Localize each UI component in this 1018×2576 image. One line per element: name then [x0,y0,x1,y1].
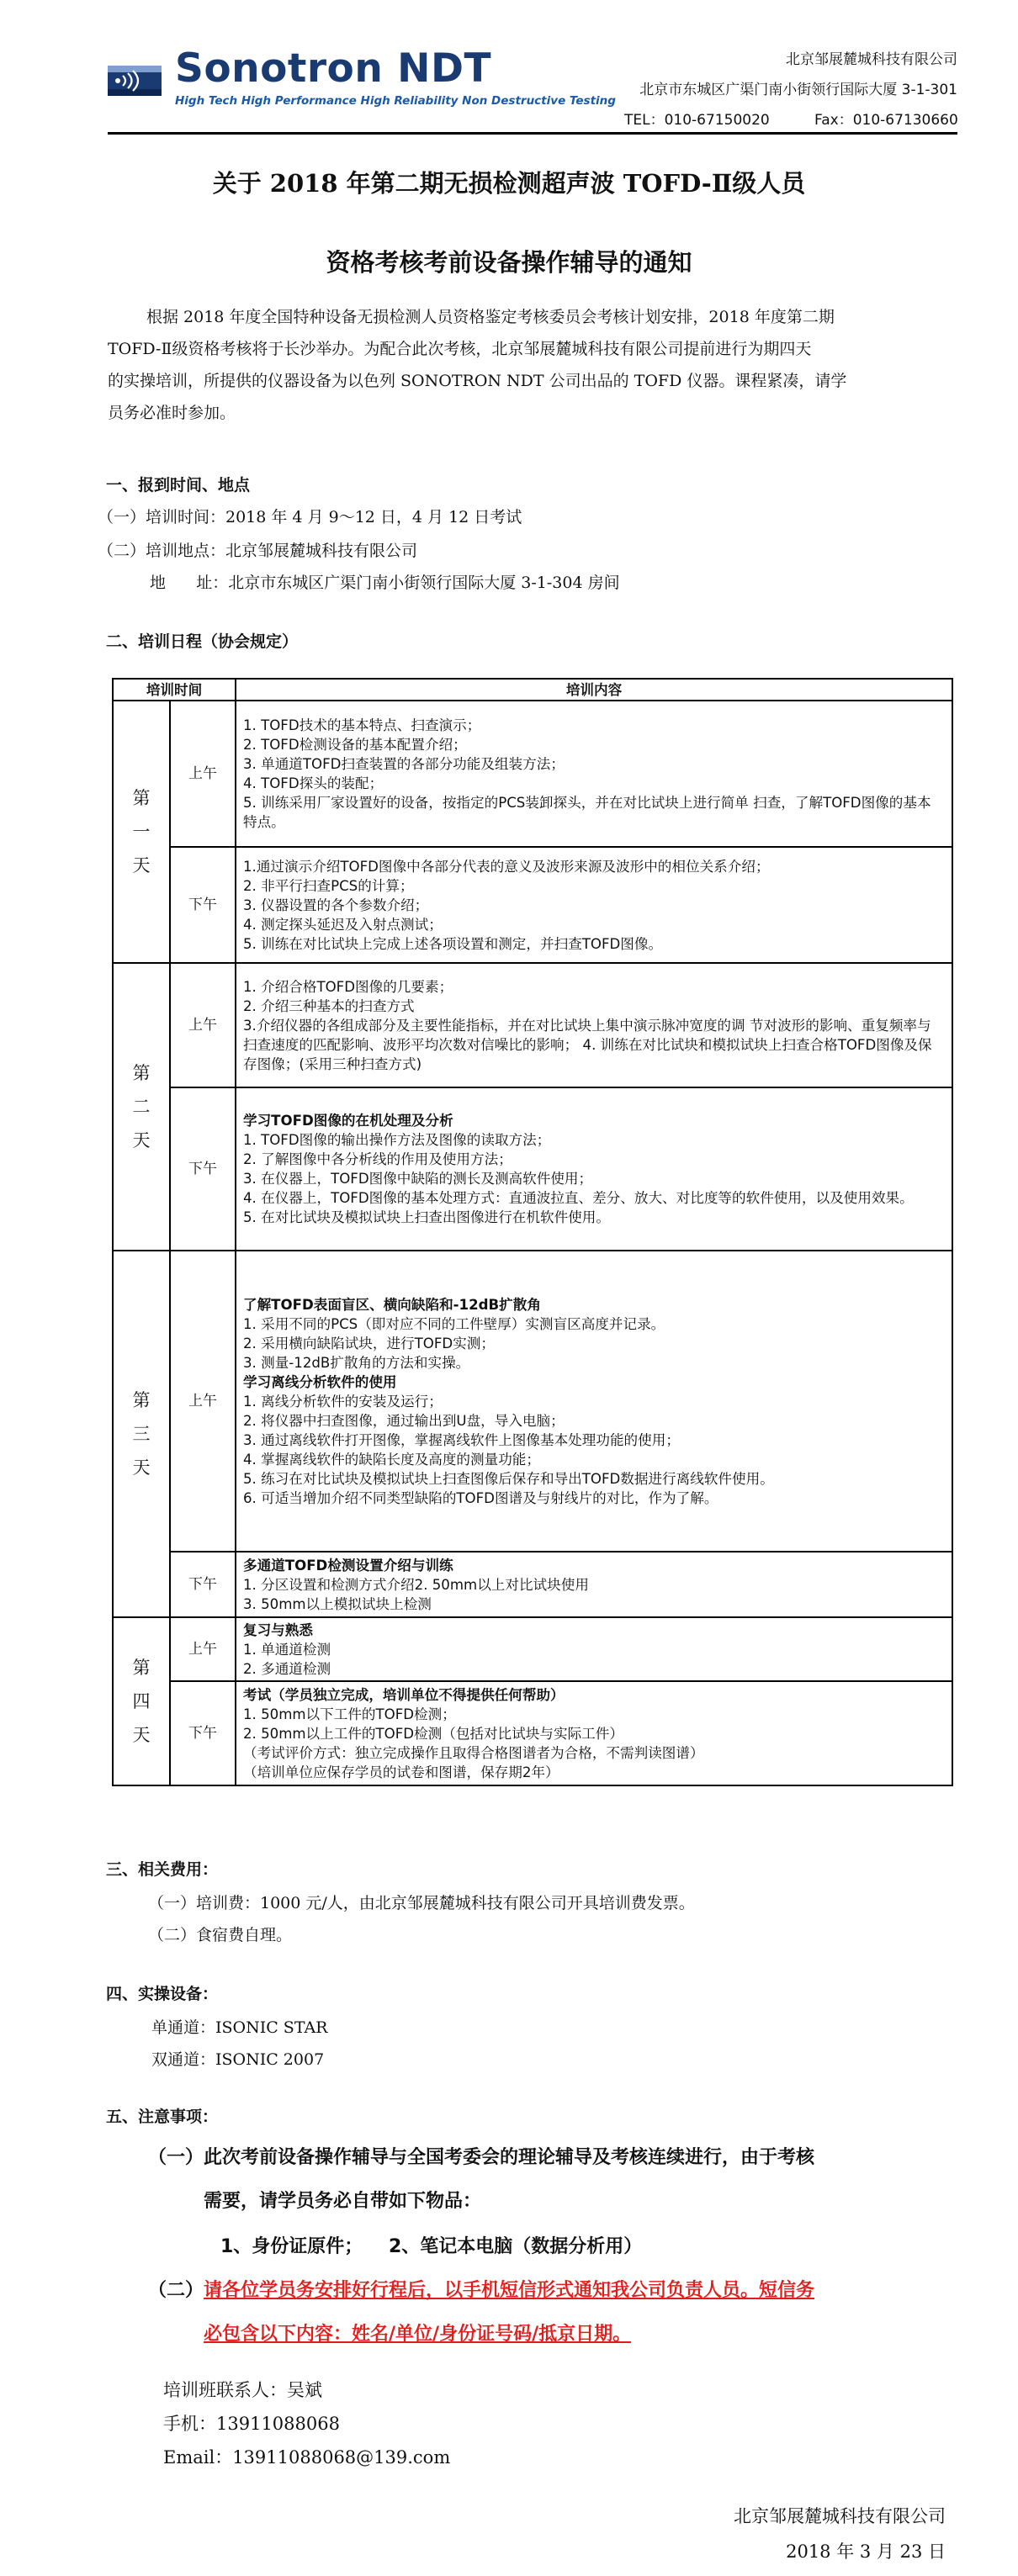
afternoon-label: 下午 [170,1552,236,1617]
header-fax: Fax：010-67130660 [814,112,958,129]
section-3-heading: 三、相关费用： [106,1860,219,1879]
dual-channel-device: 双通道：ISONIC 2007 [151,2050,325,2069]
table-row [113,1087,952,1251]
list-item: 4. 在仪器上，TOFD图像的基本处理方式：直通波拉直、差分、放大、对比度等的软件使用，以及使用效果。 [243,1190,914,1206]
content-subtitle: 复习与熟悉 [243,1621,313,1638]
list-item: 5. 在对比试块及模拟试块上扫查出图像进行在机软件使用。 [243,1209,610,1225]
day-2-cell: 第 二 天 [113,963,170,1251]
table-row [113,1617,952,1681]
list-item: 2. 采用横向缺陷试块，进行TOFD实测； [243,1335,495,1351]
table-row [113,963,952,1087]
day-4-morning-content [236,1617,952,1681]
notice-1-line2: 需要，请学员务必自带如下物品： [204,2191,482,2212]
list-item: 3. 单通道TOFD扫查装置的各部分功能及组装方法； [243,756,565,772]
afternoon-label: 下午 [170,1681,236,1785]
notice-title-line1: 关于 2018 年第二期无损检测超声波 TOFD-Ⅱ级人员 [212,169,806,198]
intro-paragraph [108,301,949,429]
notice-2-line1: 请各位学员务安排好行程后，以手机短信形式通知我公司负责人员。短信务 [204,2280,815,2301]
list-item: 1. 分区设置和检测方式介绍2. 50mm以上对比试块使用 [243,1576,589,1593]
intro-line: TOFD-Ⅱ级资格考核将于长沙举办。为配合此次考核，北京邹展麓城科技有限公司提前进行为期四天 [108,340,812,358]
table-row [113,1681,952,1785]
training-fee: （一）培训费：1000 元/人，由北京邹展麓城科技有限公司开具培训费发票。 [148,1894,695,1912]
day-4-cell: 第 四 天 [113,1617,170,1785]
content-subtitle: 考试（学员独立完成，培训单位不得提供任何帮助） [243,1686,565,1703]
notice-1-line1: （一）此次考前设备操作辅导与全国考委会的理论辅导及考核连续进行，由于考核 [148,2147,815,2168]
list-item: 3. 测量-12dB扩散角的方法和实操。 [243,1354,470,1371]
list-item: 1. TOFD图像的输出操作方法及图像的读取方法； [243,1132,551,1148]
morning-label: 上午 [170,963,236,1087]
table-row [113,1552,952,1617]
afternoon-label: 下午 [170,1087,236,1251]
day-3-morning-content [236,1251,952,1552]
list-item: 2. 多通道检测 [243,1660,331,1677]
list-item: 6. 可适当增加介绍不同类型缺陷的TOFD图谱及与射线片的对比，作为了解。 [243,1489,718,1506]
intro-line: 的实操培训，所提供的仪器设备为以色列 SONOTRON NDT 公司出品的 TOFD 仪器。课程紧凑，请学 [108,372,847,390]
content-subtitle: 多通道TOFD检测设置介绍与训练 [243,1557,453,1574]
list-item: 4. 掌握离线软件的缺陷长度及高度的测量功能； [243,1451,540,1468]
contact-person: 培训班联系人：吴斌 [163,2380,322,2400]
table-header-row [113,679,952,701]
list-item: 4. TOFD探头的装配； [243,775,384,791]
content-subtitle: 学习TOFD图像的在机处理及分析 [243,1113,453,1129]
day-1-cell: 第 一 天 [113,701,170,963]
intro-line: 根据 2018 年度全国特种设备无损检测人员资格鉴定考核委员会考核计划安排，2018 年度第二期 [146,308,835,326]
list-item: 3.介绍仪器的各组成部分及主要性能指标，并在对比试块上集中演示脉冲宽度的调 节对波形的影响、重复频率与扫查速度的匹配影响、波形平均次数对信噪比的影响； 4. 训练在对比试块和模拟试块上扫查合格TOFD图像及保存图像；(采用三种扫查方式) [243,1017,932,1072]
training-place: （二）培训地点：北京邹展麓城科技有限公司 [98,542,418,560]
training-schedule-table [112,678,953,1786]
list-item: 4. 测定探头延迟及入射点测试； [243,916,443,933]
intro-line: 员务必准时参加。 [108,404,236,422]
list-item: 1. 离线分析软件的安装及运行； [243,1393,443,1410]
day-4-afternoon-content [236,1681,952,1785]
board-fee: （二）食宿费自理。 [148,1926,293,1944]
header-training-time: 培训时间 [113,679,236,701]
contact-email: Email：13911088068@139.com [163,2447,451,2468]
list-item: 2. TOFD检测设备的基本配置介绍； [243,737,467,753]
day-3-afternoon-content [236,1552,952,1617]
section-5-heading: 五、注意事项： [106,2108,219,2126]
sonotron-logo-icon [108,50,168,104]
list-item: 3. 通过离线软件打开图像，掌握离线软件上图像基本处理功能的使用； [243,1431,680,1448]
list-item: 2. 50mm以上工件的TOFD检测（包括对比试块与实际工件） [243,1725,623,1742]
section-1-heading: 一、报到时间、地点 [106,476,251,495]
table-row [113,847,952,963]
list-item: 2. 将仪器中扫查图像，通过输出到U盘，导入电脑； [243,1412,565,1429]
section-2-heading: 二、培训日程（协会规定） [106,632,299,651]
morning-label: 上午 [170,1617,236,1681]
day-1-morning-content [236,701,952,847]
list-item: 3. 50mm以上模拟试块上检测 [243,1595,432,1612]
notice-title-line2: 资格考核考前设备操作辅导的通知 [326,248,692,277]
list-item: 2. 介绍三种基本的扫查方式 [243,997,415,1014]
content-subtitle: 了解TOFD表面盲区、横向缺陷和-12dB扩散角 [243,1296,541,1313]
header-company: 北京邹展麓城科技有限公司 [786,51,957,68]
morning-label: 上午 [170,1251,236,1552]
list-item: 1. TOFD技术的基本特点、扫查演示； [243,717,481,733]
footer-date: 2018 年 3 月 23 日 [786,2542,946,2562]
table-row [113,1251,952,1552]
section-4-heading: 四、实操设备： [106,1985,219,2003]
list-item: 5. 训练在对比试块上完成上述各项设置和测定，并扫查TOFD图像。 [243,935,663,952]
list-item: （培训单位应保存学员的试卷和图谱，保存期2年） [243,1764,559,1780]
list-item: 1. 50mm以下工件的TOFD检测； [243,1706,456,1722]
footer-company: 北京邹展麓城科技有限公司 [734,2506,946,2526]
single-channel-device: 单通道：ISONIC STAR [151,2018,328,2037]
list-item: 1. 单通道检测 [243,1641,331,1658]
brand-tagline: High Tech High Performance High Reliability Non Destructive Testing [175,94,616,108]
training-address: 地 址：北京市东城区广渠门南小街领行国际大厦 3-1-304 房间 [150,574,620,592]
day-3-cell: 第 三 天 [113,1251,170,1617]
company-logo [108,45,616,121]
notice-2-line2: 必包含以下内容：姓名/单位/身份证号码/抵京日期。 [204,2324,632,2345]
notice-2 [148,2276,814,2302]
day-2-afternoon-content [236,1087,952,1251]
list-item: 5. 练习在对比试块及模拟试块上扫查图像后保存和导出TOFD数据进行离线软件使用。 [243,1470,774,1487]
training-time: （一）培训时间：2018 年 4 月 9～12 日，4 月 12 日考试 [98,508,522,526]
notice-1-items: 1、身份证原件； 2、笔记本电脑（数据分析用） [220,2236,643,2257]
header-address: 北京市东城区广渠门南小街领行国际大厦 3-1-301 [639,82,957,98]
day-1-afternoon-content [236,847,952,963]
list-item: 3. 仪器设置的各个参数介绍； [243,897,429,913]
list-item: 1. 采用不同的PCS（即对应不同的工件壁厚）实测盲区高度并记录。 [243,1315,665,1332]
table-row [113,701,952,847]
list-item: 3. 在仪器上，TOFD图像中缺陷的测长及测高软件使用； [243,1171,593,1187]
list-item: 1.通过演示介绍TOFD图像中各部分代表的意义及波形来源及波形中的相位关系介绍； [243,858,770,875]
list-item: 5. 训练采用厂家设置好的设备，按指定的PCS装卸探头，并在对比试块上进行简单 扫查，了解TOFD图像的基本特点。 [243,795,931,830]
list-item: （考试评价方式：独立完成操作且取得合格图谱者为合格，不需判读图谱） [243,1744,704,1761]
header-tel: TEL：010-67150020 [624,112,770,129]
header-training-content: 培训内容 [236,679,952,701]
list-item: 2. 非平行扫查PCS的计算； [243,877,414,894]
notice-2-prefix: （二） [148,2280,204,2301]
day-2-morning-content [236,963,952,1087]
content-subtitle: 学习离线分析软件的使用 [243,1373,397,1390]
list-item: 2. 了解图像中各分析线的作用及使用方法； [243,1151,512,1167]
header-rule [108,132,957,135]
afternoon-label: 下午 [170,847,236,963]
list-item: 1. 介绍合格TOFD图像的几要素； [243,978,453,995]
brand-name: Sonotron NDT [175,45,492,92]
morning-label: 上午 [170,701,236,847]
contact-mobile: 手机：13911088068 [163,2414,340,2434]
